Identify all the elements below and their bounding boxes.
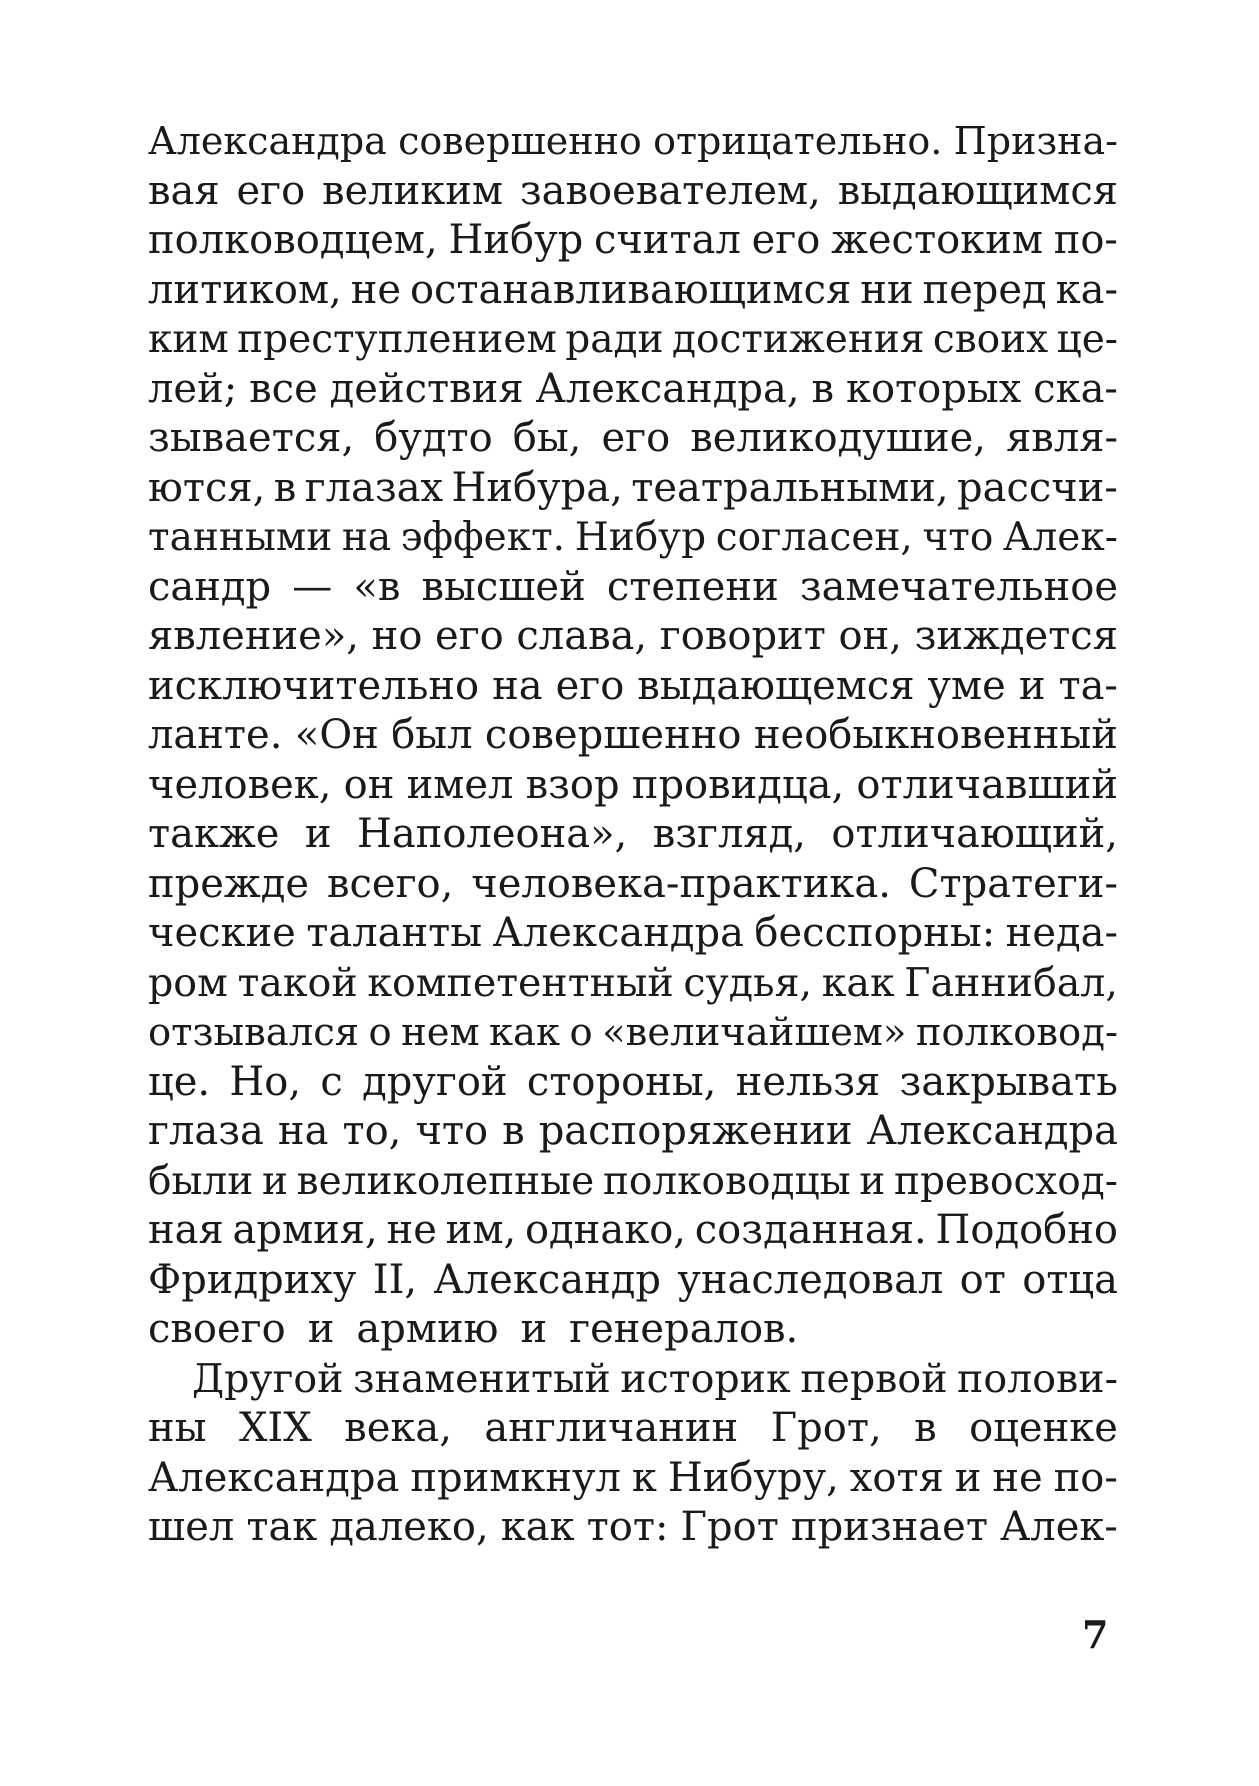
text-line: литиком, не останавливающимся ни перед ка- bbox=[148, 266, 1118, 313]
text-line: ланте. «Он был совершенно необыкновенный bbox=[148, 712, 1118, 758]
text-line: вая его великим завоевателем, выдающимся bbox=[148, 167, 1118, 214]
text-line: Александра примкнул к Нибуру, хотя и не по- bbox=[148, 1454, 1118, 1501]
body-text bbox=[148, 117, 1118, 1553]
text-line: также и Наполеона», взгляд, отличающий, bbox=[148, 811, 1118, 857]
text-line: ром такой компетентный судья, как Ганнибал, bbox=[148, 959, 1118, 1006]
text-line: Александра совершенно отрицательно. Призна- bbox=[148, 119, 1118, 163]
text-line: ная армия, не им, однако, созданная. Подобно bbox=[148, 1207, 1118, 1253]
text-line: лей; все действия Александра, в которых ска- bbox=[148, 365, 1118, 412]
text-line: человек, он имел взор провидца, отличавший bbox=[148, 761, 1118, 808]
text-line: исключительно на его выдающемся уме и та- bbox=[148, 662, 1118, 709]
text-line: шел так далеко, как тот: Грот признает Алек- bbox=[148, 1504, 1118, 1550]
text-line: были и великолепные полководцы и превосход- bbox=[148, 1158, 1118, 1204]
text-line: явление», но его слава, говорит он, зиждется bbox=[148, 613, 1118, 659]
text-line: своего и армию и генералов. bbox=[148, 1306, 799, 1352]
text-line: отзывался о нем как о «величайшем» полковод- bbox=[148, 1010, 1118, 1055]
text-line: сандр — «в высшей степени замечательное bbox=[148, 563, 1118, 610]
text-line: ческие таланты Александра бесспорны: неда- bbox=[148, 910, 1118, 956]
paragraph bbox=[148, 1355, 1118, 1553]
text-line: зывается, будто бы, его великодушие, явля- bbox=[148, 415, 1118, 461]
text-line: танными на эффект. Нибур согласен, что Алек- bbox=[148, 515, 1118, 560]
text-line: Фридриху II, Александр унаследовал от отца bbox=[148, 1256, 1118, 1303]
text-line: прежде всего, человека-практика. Стратеги- bbox=[148, 860, 1118, 907]
page-number: 7 bbox=[1082, 1612, 1109, 1657]
text-line: це. Но, с другой стороны, нельзя закрывать bbox=[148, 1058, 1118, 1105]
paragraph bbox=[148, 117, 1118, 1355]
text-line: ны XIX века, англичанин Грот, в оценке bbox=[148, 1405, 1118, 1451]
text-line: полководцем, Нибур считал его жестоким по- bbox=[148, 217, 1118, 263]
text-line: глаза на то, что в распоряжении Александра bbox=[148, 1108, 1118, 1154]
text-line: ются, в глазах Нибура, театральными, рассчи- bbox=[148, 464, 1118, 511]
text-line: Другой знаменитый историк первой полови- bbox=[192, 1355, 1118, 1402]
text-line: ким преступлением ради достижения своих це- bbox=[148, 317, 1118, 362]
